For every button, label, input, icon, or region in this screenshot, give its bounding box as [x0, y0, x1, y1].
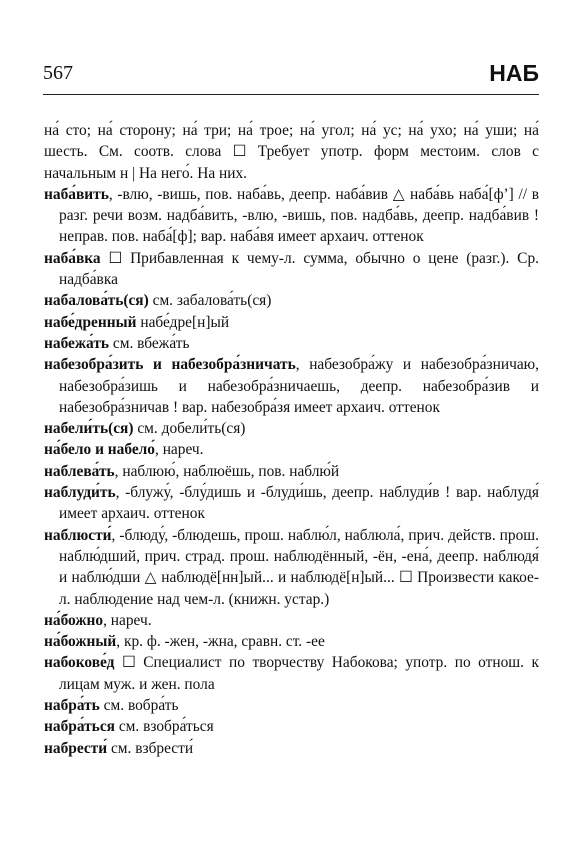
entry-body: , наблюю́, наблюёшь, пов. наблю́й: [114, 462, 340, 480]
dictionary-entry: [44, 184, 539, 248]
dictionary-entry: [44, 738, 539, 759]
entry-body: см. взбрести́: [107, 739, 194, 757]
entry-headword: наблуди́ть: [44, 484, 116, 502]
dictionary-entry: [44, 439, 539, 460]
entry-body: набе́дре[н]ый: [136, 313, 230, 331]
running-head: НАБ: [489, 60, 539, 86]
dictionary-entry: [44, 248, 539, 291]
dictionary-entry: [44, 525, 539, 610]
entry-body: на́ сто; на́ сторону; на́ три; на́ трое; на́ угол; на́ ус; на́ ухо; на́ уши; на́ шесть. См. соотв. слова ☐ Требует употр. форм местоим. слов с начальным н | На него́. На них.: [44, 122, 539, 182]
entry-body: , нареч.: [155, 441, 204, 459]
dictionary-entry: [44, 482, 539, 525]
entry-body: ☐ Прибавленная к чему-л. сумма, обычно о цене (разг.). Ср. надба́вка: [59, 249, 539, 289]
dictionary-entry: [44, 290, 539, 311]
entry-headword: на́божно: [44, 611, 104, 629]
page-number: 567: [43, 62, 73, 84]
dictionary-entry: [44, 312, 539, 333]
entry-body: , нареч.: [103, 611, 152, 629]
entry-headword: набокове́д: [44, 654, 115, 672]
dictionary-entries: [44, 120, 539, 759]
entry-headword: набрести́: [44, 739, 108, 757]
entry-body: , -блюду́, -блюдешь, прош. наблю́л, наблюла́, прич. действ. прош. наблю́дший, прич. страд. прош. наблюдённый, -ён, -ена́, деепр. наблюдя́ и наблю́дши △ наблюдё[нн]ый... и наблюдё[н]ый... ☐ Произвести какое-л. наблюдение над чем-л. (книжн. устар.): [59, 526, 539, 608]
entry-headword: набежа́ть: [44, 334, 110, 352]
entry-headword: набра́ться: [44, 718, 115, 736]
entry-body: , набезобра́жу и набезобра́зничаю, набезобра́зишь и набезобра́зничаешь, деепр. набезобра́зив и набезобра́зничав ! вар. набезобра́зя имеет архаич. оттенок: [59, 356, 539, 416]
dictionary-entry: [44, 652, 539, 695]
entry-headword: наба́вить: [44, 185, 109, 203]
entry-body: см. добели́ть(ся): [133, 420, 246, 438]
entry-headword: на́бело и набело́: [44, 441, 155, 459]
dictionary-entry: [44, 354, 539, 418]
dictionary-entry: [44, 461, 539, 482]
entry-body: см. вобра́ть: [99, 697, 179, 715]
entry-body: , кр. ф. -жен, -жна, сравн. ст. -ее: [116, 633, 325, 651]
entry-headword: наба́вка: [44, 249, 101, 267]
entry-headword: набезобра́зить и набезобра́зничать: [44, 356, 296, 374]
dictionary-entry: [44, 716, 539, 737]
entry-body: см. вбежа́ть: [109, 334, 190, 352]
entry-headword: набе́дренный: [44, 313, 137, 331]
entry-body: см. взобра́ться: [114, 718, 214, 736]
entry-headword: набели́ть(ся): [44, 420, 134, 438]
page-header: [43, 62, 539, 90]
entry-headword: наблюсти́: [44, 526, 112, 544]
entry-body: ☐ Специалист по творчеству Набокова; употр. по отнош. к лицам муж. и жен. пола: [59, 654, 539, 693]
entry-headword: на́божный: [44, 633, 117, 651]
entry-body: , -блужу́, -блу́дишь и -блуди́шь, деепр. наблуди́в ! вар. наблудя́ имеет архаич. оттенок: [59, 484, 539, 523]
entry-body: см. забалова́ть(ся): [148, 292, 272, 310]
entry-body: , -влю, -вишь, пов. наба́вь, деепр. наба́вив △ наба́вь наба́[ф’] // в разг. речи возм. надба́вить, -влю, -вишь, пов. надба́вь, деепр. надба́вив ! неправ. пов. наба́[ф]; вар. наба́вя имеет архаич. оттенок: [59, 185, 539, 246]
dictionary-entry: [44, 631, 539, 652]
dictionary-entry: [44, 120, 539, 184]
entry-headword: наблева́ть: [44, 462, 115, 480]
entry-headword: набра́ть: [44, 697, 100, 715]
entry-headword: набалова́ть(ся): [44, 292, 149, 310]
dictionary-entry: [44, 333, 539, 354]
dictionary-entry: [44, 610, 539, 631]
dictionary-entry: [44, 418, 539, 439]
header-rule: [43, 94, 539, 95]
dictionary-entry: [44, 695, 539, 716]
